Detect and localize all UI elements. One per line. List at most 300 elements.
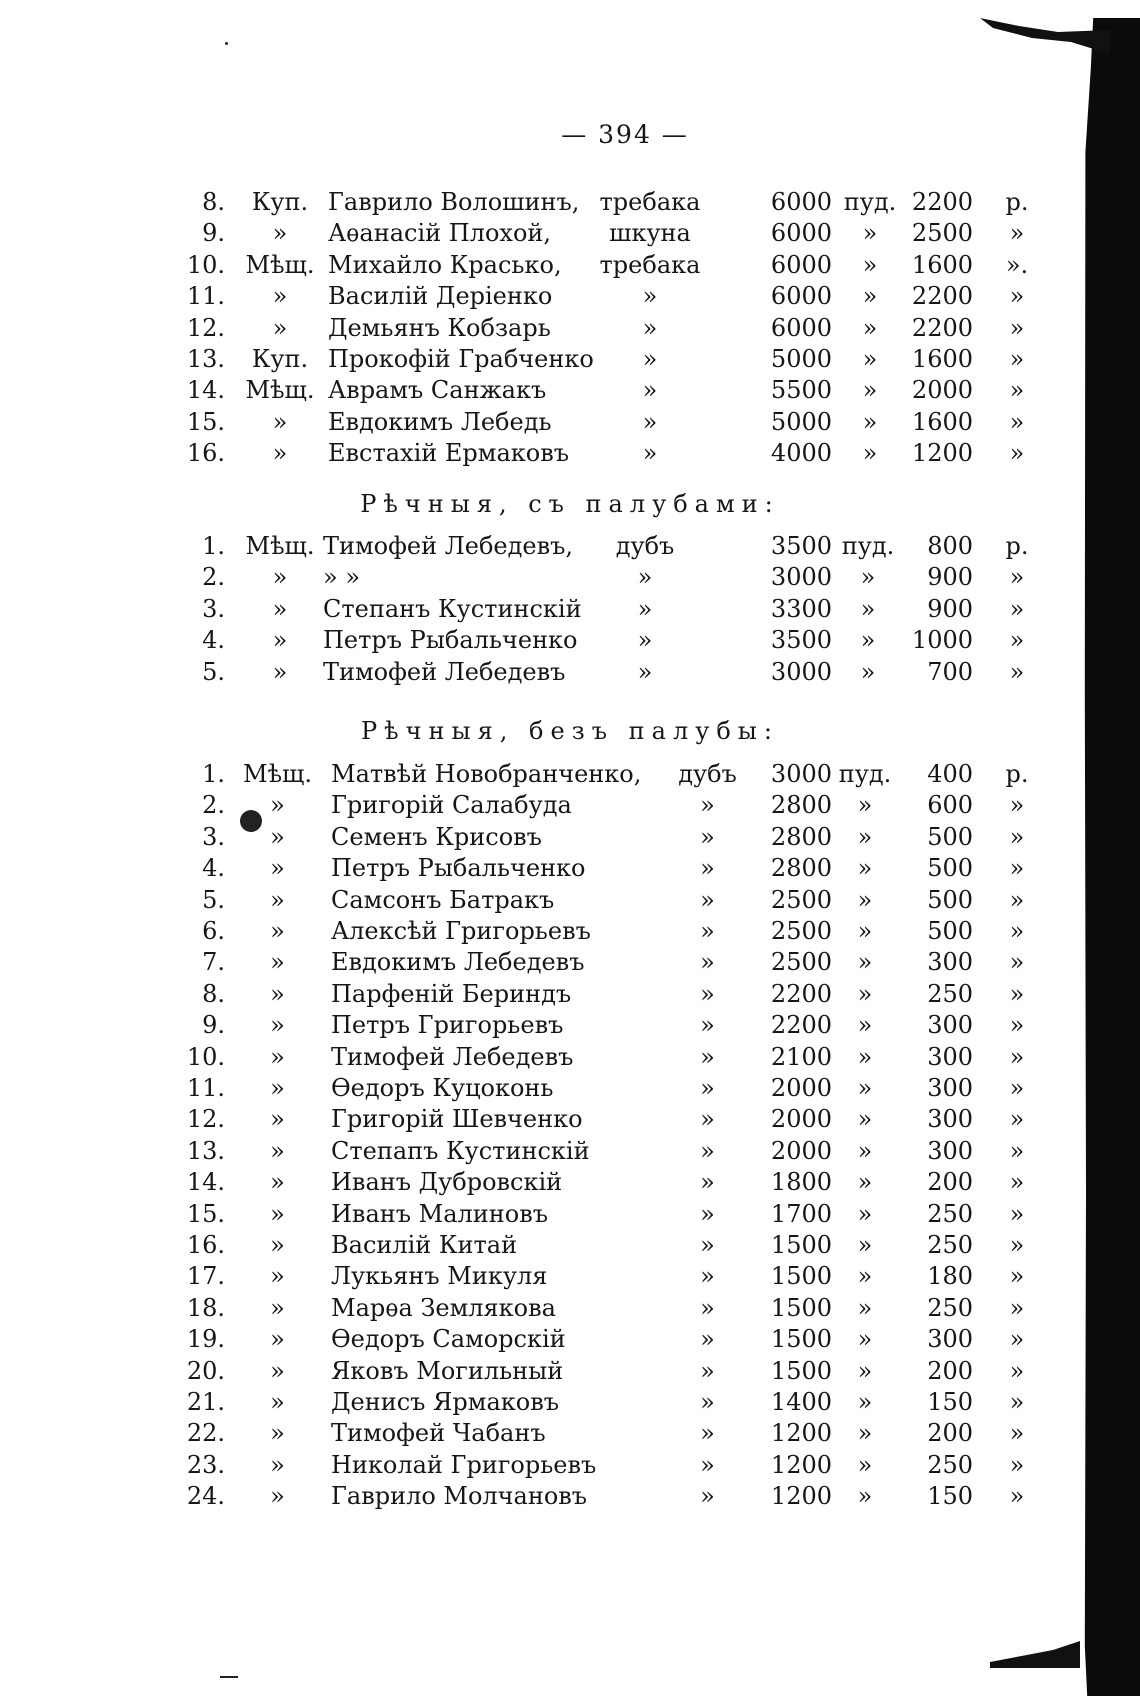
row-number: 22. <box>186 1419 225 1448</box>
vessel-type: » <box>700 822 715 851</box>
capacity-value: 2800 <box>770 822 832 851</box>
vessel-type: » <box>700 1419 715 1448</box>
owner-name: Иванъ Малиновъ <box>331 1199 548 1228</box>
owner-rank: » <box>270 1168 285 1197</box>
table-row <box>0 1355 1140 1387</box>
price-currency: » <box>1009 1168 1025 1197</box>
table-row <box>0 1292 1140 1324</box>
table-row <box>0 1072 1140 1104</box>
owner-name: Василій Китай <box>331 1231 518 1259</box>
table-row <box>0 1323 1140 1355</box>
price-value: 250 <box>927 1293 973 1322</box>
price-currency: » <box>1009 1419 1025 1448</box>
table-row <box>0 1417 1140 1449</box>
capacity-unit: » <box>862 282 878 311</box>
owner-name: Григорій Салабуда <box>331 791 572 820</box>
capacity-unit: » <box>857 1231 873 1259</box>
price-currency: » <box>1009 1262 1025 1291</box>
owner-rank: » <box>270 1450 285 1479</box>
table-row <box>0 437 1140 469</box>
row-number: 9. <box>202 1011 225 1040</box>
price-currency: » <box>1009 594 1025 623</box>
owner-name: Михайло Красько, <box>328 250 562 279</box>
price-currency: » <box>1009 1136 1025 1165</box>
row-number: 12. <box>186 313 225 342</box>
table-row <box>0 1198 1140 1230</box>
owner-rank: » <box>272 313 288 342</box>
owner-name: Тимофей Лебедевъ, <box>323 532 574 560</box>
vessel-type: » <box>700 917 715 945</box>
row-number: 17. <box>186 1262 225 1291</box>
table-row <box>0 946 1140 978</box>
price-currency: » <box>1009 1482 1025 1511</box>
capacity-unit: » <box>860 594 876 623</box>
price-value: 1600 <box>911 407 973 436</box>
table-row <box>0 758 1140 790</box>
owner-name: Евстахій Ермаковъ <box>328 439 569 468</box>
row-number: 11. <box>186 1074 225 1102</box>
table-row <box>0 1041 1140 1073</box>
table-row <box>0 406 1140 438</box>
owner-rank: » <box>270 1042 285 1071</box>
row-number: 7. <box>202 948 225 977</box>
owner-name: Николай Григорьевъ <box>331 1450 597 1479</box>
capacity-unit: » <box>857 1105 873 1134</box>
table-row <box>0 249 1140 281</box>
owner-name: Степанъ Кустинскій <box>323 594 582 623</box>
price-value: 2200 <box>911 188 973 216</box>
owner-name: Алексѣй Григорьевъ <box>331 917 591 945</box>
owner-rank: » <box>272 219 288 248</box>
capacity-unit: » <box>857 1011 873 1040</box>
price-currency: » <box>1009 1042 1025 1071</box>
row-number: 1. <box>202 532 225 560</box>
price-currency: р. <box>1005 760 1029 788</box>
owner-name: Иванъ Дубровскій <box>331 1168 563 1197</box>
capacity-value: 2100 <box>770 1042 832 1071</box>
table-row <box>0 1229 1140 1261</box>
price-value: 500 <box>927 822 973 851</box>
owner-rank: » <box>270 1231 285 1259</box>
vessel-type: » <box>700 1356 715 1385</box>
owner-rank: » <box>270 1074 285 1102</box>
capacity-value: 3500 <box>770 626 832 655</box>
vessel-type: » <box>700 1074 715 1102</box>
capacity-value: 4000 <box>770 439 832 468</box>
owner-name: Григорій Шевченко <box>331 1105 583 1134</box>
price-currency: » <box>1009 948 1025 977</box>
table-row <box>0 789 1140 821</box>
owner-rank: Куп. <box>251 345 309 373</box>
capacity-value: 2000 <box>770 1074 832 1102</box>
row-number: 24. <box>186 1482 225 1511</box>
row-number: 15. <box>186 407 225 436</box>
price-value: 300 <box>927 1136 973 1165</box>
price-value: 900 <box>927 594 973 623</box>
price-currency: » <box>1009 1199 1025 1228</box>
price-value: 200 <box>927 1419 973 1448</box>
vessel-type: дубъ <box>615 532 675 560</box>
table-row <box>0 1103 1140 1135</box>
vessel-type: » <box>700 1136 715 1165</box>
capacity-value: 2500 <box>770 885 832 914</box>
owner-rank: » <box>270 1199 285 1228</box>
vessel-type: » <box>637 657 653 686</box>
owner-rank: » <box>272 563 288 592</box>
owner-name: Петръ Григорьевъ <box>331 1011 564 1040</box>
table-row <box>0 656 1140 688</box>
price-value: 2000 <box>911 376 973 405</box>
owner-name: » » <box>323 563 360 592</box>
vessel-type: » <box>642 439 658 468</box>
capacity-unit: » <box>857 917 873 945</box>
capacity-unit: » <box>860 563 876 592</box>
owner-rank: Мѣщ. <box>245 376 315 405</box>
capacity-value: 1500 <box>770 1262 832 1291</box>
capacity-unit: » <box>862 219 878 248</box>
capacity-value: 5500 <box>770 376 832 405</box>
owner-name: Денисъ Ярмаковъ <box>331 1388 559 1416</box>
owner-name: Аврамъ Санжакъ <box>328 376 547 405</box>
price-value: 180 <box>927 1262 973 1291</box>
owner-name: Петръ Рыбальченко <box>323 626 578 655</box>
row-number: 6. <box>202 917 225 945</box>
table-row <box>0 915 1140 947</box>
capacity-unit: » <box>860 626 876 655</box>
price-value: 250 <box>927 1231 973 1259</box>
price-currency: » <box>1009 1011 1025 1040</box>
price-value: 250 <box>927 1199 973 1228</box>
price-value: 500 <box>927 885 973 914</box>
capacity-value: 6000 <box>770 313 832 342</box>
owner-name: Матвѣй Новобранченко, <box>331 760 642 788</box>
capacity-value: 1500 <box>770 1293 832 1322</box>
scan-border-fringe-bottom <box>990 1638 1080 1668</box>
table-row <box>0 593 1140 625</box>
owner-rank: Куп. <box>251 188 309 216</box>
vessel-type: » <box>700 1011 715 1040</box>
owner-rank: » <box>270 1105 285 1134</box>
owner-name: Самсонъ Батракъ <box>331 885 555 914</box>
price-currency: » <box>1009 1388 1025 1416</box>
price-value: 300 <box>927 1011 973 1040</box>
price-value: 300 <box>927 1042 973 1071</box>
price-value: 500 <box>927 917 973 945</box>
capacity-unit: пуд. <box>838 760 892 788</box>
price-currency: » <box>1009 885 1025 914</box>
row-number: 23. <box>186 1450 225 1479</box>
owner-name: Яковъ Могильный <box>331 1356 564 1385</box>
capacity-unit: » <box>857 1199 873 1228</box>
capacity-unit: пуд. <box>843 188 897 216</box>
capacity-unit: » <box>857 979 873 1008</box>
capacity-unit: » <box>857 1482 873 1511</box>
price-currency: » <box>1009 979 1025 1008</box>
vessel-type: » <box>700 1450 715 1479</box>
price-value: 600 <box>927 791 973 820</box>
table-row <box>0 1135 1140 1167</box>
row-number: 10. <box>186 1042 225 1071</box>
price-currency: » <box>1009 626 1025 655</box>
capacity-unit: » <box>857 948 873 977</box>
capacity-unit: » <box>857 854 873 883</box>
capacity-unit: пуд. <box>841 532 895 560</box>
row-number: 13. <box>186 1136 225 1165</box>
vessel-type: » <box>637 594 653 623</box>
owner-rank: Мѣщ. <box>243 760 312 788</box>
owner-rank: » <box>270 1356 285 1385</box>
dust-speck <box>225 42 228 45</box>
owner-name: Петръ Рыбальченко <box>331 854 586 883</box>
capacity-unit: » <box>857 1419 873 1448</box>
table-row <box>0 186 1140 218</box>
owner-rank: » <box>270 1482 285 1511</box>
price-value: 1600 <box>911 250 973 279</box>
row-number: 13. <box>186 345 225 373</box>
row-number: 21. <box>186 1388 225 1416</box>
owner-name: Степапъ Кустинскій <box>331 1136 590 1165</box>
price-currency: » <box>1009 1074 1025 1102</box>
table-row <box>0 280 1140 312</box>
owner-name: Евдокимъ Лебедь <box>328 407 552 436</box>
capacity-value: 6000 <box>770 188 832 216</box>
capacity-value: 1500 <box>770 1325 832 1354</box>
price-value: 900 <box>927 563 973 592</box>
capacity-unit: » <box>857 1388 873 1416</box>
table-row <box>0 1260 1140 1292</box>
capacity-unit: » <box>857 1262 873 1291</box>
price-value: 300 <box>927 1105 973 1134</box>
price-value: 200 <box>927 1356 973 1385</box>
owner-name: Демьянъ Кобзарь <box>328 313 551 342</box>
page-number: — 394 — <box>561 120 689 149</box>
capacity-unit: » <box>857 1325 873 1354</box>
vessel-type: » <box>700 1262 715 1291</box>
owner-rank: Мѣщ. <box>245 250 315 279</box>
price-value: 250 <box>927 979 973 1008</box>
capacity-unit: » <box>857 1356 873 1385</box>
row-number: 8. <box>202 979 225 1008</box>
capacity-value: 5000 <box>770 345 832 373</box>
owner-name: Гаврило Молчановъ <box>331 1482 588 1511</box>
vessel-type: » <box>700 1199 715 1228</box>
price-currency: » <box>1009 822 1025 851</box>
owner-rank: » <box>272 594 288 623</box>
owner-rank: » <box>270 1325 285 1354</box>
capacity-unit: » <box>862 313 878 342</box>
owner-rank: » <box>270 1262 285 1291</box>
capacity-value: 2200 <box>770 979 832 1008</box>
capacity-value: 6000 <box>770 282 832 311</box>
vessel-type: » <box>642 282 658 311</box>
price-value: 150 <box>927 1388 973 1416</box>
vessel-type: » <box>700 1105 715 1134</box>
vessel-type: » <box>642 407 658 436</box>
owner-rank: » <box>270 1011 285 1040</box>
row-number: 14. <box>186 376 225 405</box>
owner-name: Тимофей Лебедевъ <box>331 1042 574 1071</box>
capacity-unit: » <box>857 1074 873 1102</box>
capacity-unit: » <box>857 1136 873 1165</box>
capacity-value: 1200 <box>770 1482 832 1511</box>
price-value: 1600 <box>911 345 973 373</box>
vessel-type: шкуна <box>609 219 691 248</box>
vessel-type: » <box>700 1168 715 1197</box>
owner-rank: » <box>272 407 288 436</box>
table-row <box>0 1449 1140 1481</box>
capacity-unit: » <box>860 657 876 686</box>
capacity-value: 3000 <box>770 657 832 686</box>
price-value: 300 <box>927 1325 973 1354</box>
price-currency: » <box>1009 219 1025 248</box>
dust-speck <box>220 1676 238 1678</box>
row-number: 1. <box>202 760 225 788</box>
price-currency: » <box>1009 1325 1025 1354</box>
owner-rank: Мѣщ. <box>245 532 315 560</box>
row-number: 11. <box>186 282 225 311</box>
capacity-value: 1200 <box>770 1450 832 1479</box>
vessel-type: » <box>700 791 715 820</box>
price-value: 150 <box>927 1482 973 1511</box>
owner-rank: » <box>270 791 285 820</box>
capacity-value: 2500 <box>770 917 832 945</box>
owner-rank: » <box>270 1136 285 1165</box>
owner-rank: » <box>272 657 288 686</box>
vessel-type: » <box>700 1231 715 1259</box>
owner-rank: » <box>270 979 285 1008</box>
price-currency: » <box>1009 917 1025 945</box>
section-title: Рѣчныя, безъ палубы: <box>361 717 779 745</box>
row-number: 10. <box>186 250 225 279</box>
row-number: 16. <box>186 1231 225 1259</box>
row-number: 3. <box>202 594 225 623</box>
owner-rank: » <box>270 822 285 851</box>
vessel-type: » <box>637 626 653 655</box>
capacity-value: 2000 <box>770 1136 832 1165</box>
capacity-unit: » <box>862 250 878 279</box>
owner-name: Ѳедоръ Куцоконь <box>331 1074 554 1102</box>
price-currency: » <box>1009 407 1025 436</box>
vessel-type: » <box>700 854 715 883</box>
price-currency: » <box>1009 563 1025 592</box>
capacity-value: 1400 <box>770 1388 832 1416</box>
capacity-value: 2800 <box>770 791 832 820</box>
owner-rank: » <box>270 917 285 945</box>
owner-name: Гаврило Волошинъ, <box>328 188 580 216</box>
price-currency: » <box>1009 376 1025 405</box>
table-row <box>0 217 1140 249</box>
owner-name: Евдокимъ Лебедевъ <box>331 948 585 977</box>
owner-name: Прокофій Грабченко <box>328 345 594 373</box>
capacity-value: 3000 <box>770 760 832 788</box>
vessel-type: » <box>642 345 658 373</box>
table-row <box>0 374 1140 406</box>
table-row <box>0 884 1140 916</box>
capacity-unit: » <box>857 1293 873 1322</box>
price-value: 400 <box>927 760 973 788</box>
price-value: 800 <box>927 532 973 560</box>
vessel-type: дубъ <box>678 760 737 788</box>
capacity-value: 2800 <box>770 854 832 883</box>
price-currency: » <box>1009 282 1025 311</box>
table-row <box>0 1386 1140 1418</box>
owner-rank: » <box>270 854 285 883</box>
price-currency: » <box>1009 854 1025 883</box>
scan-border-fringe <box>980 14 1110 54</box>
price-value: 1000 <box>911 626 973 655</box>
price-currency: » <box>1009 345 1025 373</box>
price-currency: р. <box>1005 532 1029 560</box>
vessel-type: требака <box>599 250 701 279</box>
vessel-type: » <box>700 1388 715 1416</box>
vessel-type: требака <box>599 188 701 216</box>
table-row <box>0 624 1140 656</box>
capacity-unit: » <box>862 439 878 468</box>
price-currency: » <box>1009 1450 1025 1479</box>
capacity-value: 1800 <box>770 1168 832 1197</box>
table-row <box>0 312 1140 344</box>
price-value: 200 <box>927 1168 973 1197</box>
row-number: 2. <box>202 563 225 592</box>
owner-rank: » <box>270 1419 285 1448</box>
owner-rank: » <box>272 282 288 311</box>
owner-name: Ѳедоръ Саморскій <box>331 1325 566 1354</box>
row-number: 4. <box>202 854 225 883</box>
owner-name: Семенъ Крисовъ <box>331 822 542 851</box>
price-value: 1200 <box>911 439 973 468</box>
owner-rank: » <box>272 439 288 468</box>
capacity-value: 5000 <box>770 407 832 436</box>
price-currency: » <box>1009 1105 1025 1134</box>
row-number: 8. <box>202 188 225 216</box>
vessel-type: » <box>700 885 715 914</box>
owner-name: Лукьянъ Микуля <box>331 1262 548 1291</box>
table-row <box>0 821 1140 853</box>
capacity-value: 6000 <box>770 219 832 248</box>
row-number: 15. <box>186 1199 225 1228</box>
price-currency: » <box>1009 1231 1025 1259</box>
section-title: Рѣчныя, съ палубами: <box>360 490 780 518</box>
price-currency: р. <box>1005 188 1029 216</box>
capacity-value: 1500 <box>770 1231 832 1259</box>
owner-rank: » <box>270 948 285 977</box>
price-value: 2500 <box>911 219 973 248</box>
vessel-type: » <box>642 313 658 342</box>
capacity-value: 1200 <box>770 1419 832 1448</box>
price-currency: ». <box>1005 250 1029 279</box>
capacity-unit: » <box>857 822 873 851</box>
capacity-unit: » <box>857 791 873 820</box>
vessel-type: » <box>700 1042 715 1071</box>
vessel-type: » <box>700 1482 715 1511</box>
capacity-value: 1700 <box>770 1199 832 1228</box>
owner-name: Марѳа Землякова <box>331 1293 556 1322</box>
vessel-type: » <box>700 1293 715 1322</box>
table-row <box>0 561 1140 593</box>
price-currency: » <box>1009 439 1025 468</box>
row-number: 3. <box>202 822 225 851</box>
price-currency: » <box>1009 791 1025 820</box>
row-number: 4. <box>202 626 225 655</box>
capacity-value: 2000 <box>770 1105 832 1134</box>
capacity-value: 3300 <box>770 594 832 623</box>
capacity-unit: » <box>862 407 878 436</box>
row-number: 18. <box>186 1293 225 1322</box>
capacity-unit: » <box>862 345 878 373</box>
owner-rank: » <box>272 626 288 655</box>
price-value: 700 <box>927 657 973 686</box>
price-currency: » <box>1009 313 1025 342</box>
